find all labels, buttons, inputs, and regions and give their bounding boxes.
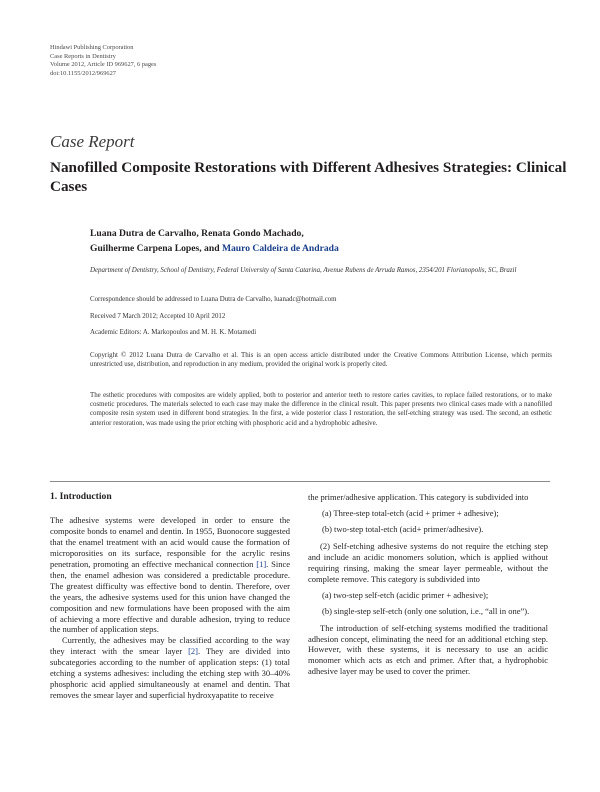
author-link[interactable]: Mauro Caldeira de Andrada: [221, 242, 339, 254]
publisher-name: Hindawi Publishing Corporation: [50, 44, 134, 51]
left-column: [50, 492, 290, 701]
paragraph: (2) Self-etching adhesive systems do not require the etching step and include an acidic monomers solution, which is applied without requiring rinsing, making the smear layer permeable, without the complete remove. This category is subdivided into: [308, 540, 548, 584]
list-item: (a) two-step self-etch (acidic primer + adhesive);: [322, 589, 489, 600]
paragraph-text: The adhesive systems were developed in order to ensure the composite bonds to enamel and dentin. In 1955, Buonocore suggested that the enamel treatment with an acid would cause the formation of microporosities on its surface, responsible for the acrylic resins penetration, promoting an effective mechanical connection: [50, 514, 290, 569]
citation-link[interactable]: [1]: [256, 558, 267, 569]
right-column: [308, 492, 548, 677]
volume-info: Volume 2012, Article ID 969627, 6 pages: [50, 61, 157, 69]
article-type: Case Report: [50, 132, 135, 151]
citation-link[interactable]: [2]: [188, 646, 199, 657]
received-dates: Received 7 March 2012; Accepted 10 April 2012: [90, 313, 226, 320]
paragraph: The introduction of self-etching systems modified the traditional adhesion concept, eliminating the need for an additional etching step. However, with these systems, it is necessary to use an acidic monomer which acts as etch and primer. After that, a hydrophobic adhesive layer may be used to cover the primer.: [308, 622, 548, 677]
list-item: (b) two-step total-etch (acid+ primer/adhesive).: [322, 523, 484, 534]
correspondence: Correspondence should be addressed to Luana Dutra de Carvalho, luanadc@hotmail.com: [90, 296, 337, 303]
authors-line-2: [90, 242, 339, 257]
list-item: (b) single-step self-etch (only one solution, i.e., “all in one”).: [322, 605, 530, 616]
copyright-notice: Copyright © 2012 Luana Dutra de Carvalho et al. This is an open access article distributed under the Creative Commons Attribution License, which permits unrestricted use, distribution, and reproduction in any medium, provided the original work is properly cited.: [90, 352, 552, 369]
abstract: The esthetic procedures with composites are widely applied, both to posterior and anterior teeth to restore caries cavities, to replace failed restorations, or to make cosmetic procedures. The materials selected to each case may make the difference in the clinical result. This paper presents two clinical cases made with a nanofilled composite resin system used in different bond strategies. In the first, a wide posterior class I restoration, the self-etching strategy was used. The second, an esthetic anterior restoration, was made using the prior etching with phosphoric acid and a hydrophobic adhesive.: [90, 392, 552, 427]
academic-editors: Academic Editors: A. Markopoulos and M. H. K. Motamedi: [90, 329, 257, 336]
article-title: Nanofilled Composite Restorations with Different Adhesives Strategies: Clinical Cases: [50, 159, 567, 195]
paragraph-text: Currently, the adhesives may be classified according to the way they interact with the smear layer: [50, 635, 290, 657]
section-heading: 1. Introduction: [50, 491, 112, 502]
doi[interactable]: doi:10.1155/2012/969627: [50, 69, 116, 77]
paragraph-text: . Since then, the enamel adhesion was considered a predictable procedure. The greatest difficulty was effective bond to dentin. Therefore, over the years, the adhesive systems used for this union have changed the composition and new formulations have been proposed with the aim of achieving a more effective and durable adhesion, trying to reduce the number of application steps.: [50, 558, 290, 635]
paragraph-text: . They are divided into subcategories according to the number of application steps: (1) total etching a systems adhesives: including the etching step with 30–40% phosphoric acid applied simultaneously at enamel and dentin. That removes the smear layer and superficial hydroxyapatite to receive: [50, 646, 291, 701]
intro-paragraph-1: [50, 515, 290, 635]
section-divider: [50, 481, 550, 482]
paragraph-continuation: the primer/adhesive application. This category is subdivided into: [308, 492, 529, 502]
journal-header: [50, 44, 156, 78]
authors-line-1: Luana Dutra de Carvalho, Renata Gondo Machado,: [90, 228, 304, 239]
affiliation: Department of Dentistry, School of Dentistry, Federal University of Santa Catarina, Avenue Rubens de Arruda Ramos, 2354/201 Florianopolis, SC, Brazil: [90, 267, 517, 274]
journal-name: Case Reports in Dentistry: [50, 52, 116, 60]
author-list: [90, 227, 339, 256]
authors-line-2-text: Guilherme Carpena Lopes, and: [90, 242, 222, 254]
intro-paragraph-2: [50, 635, 290, 701]
list-item: (a) Three-step total-etch (acid + primer + adhesive);: [322, 507, 499, 518]
